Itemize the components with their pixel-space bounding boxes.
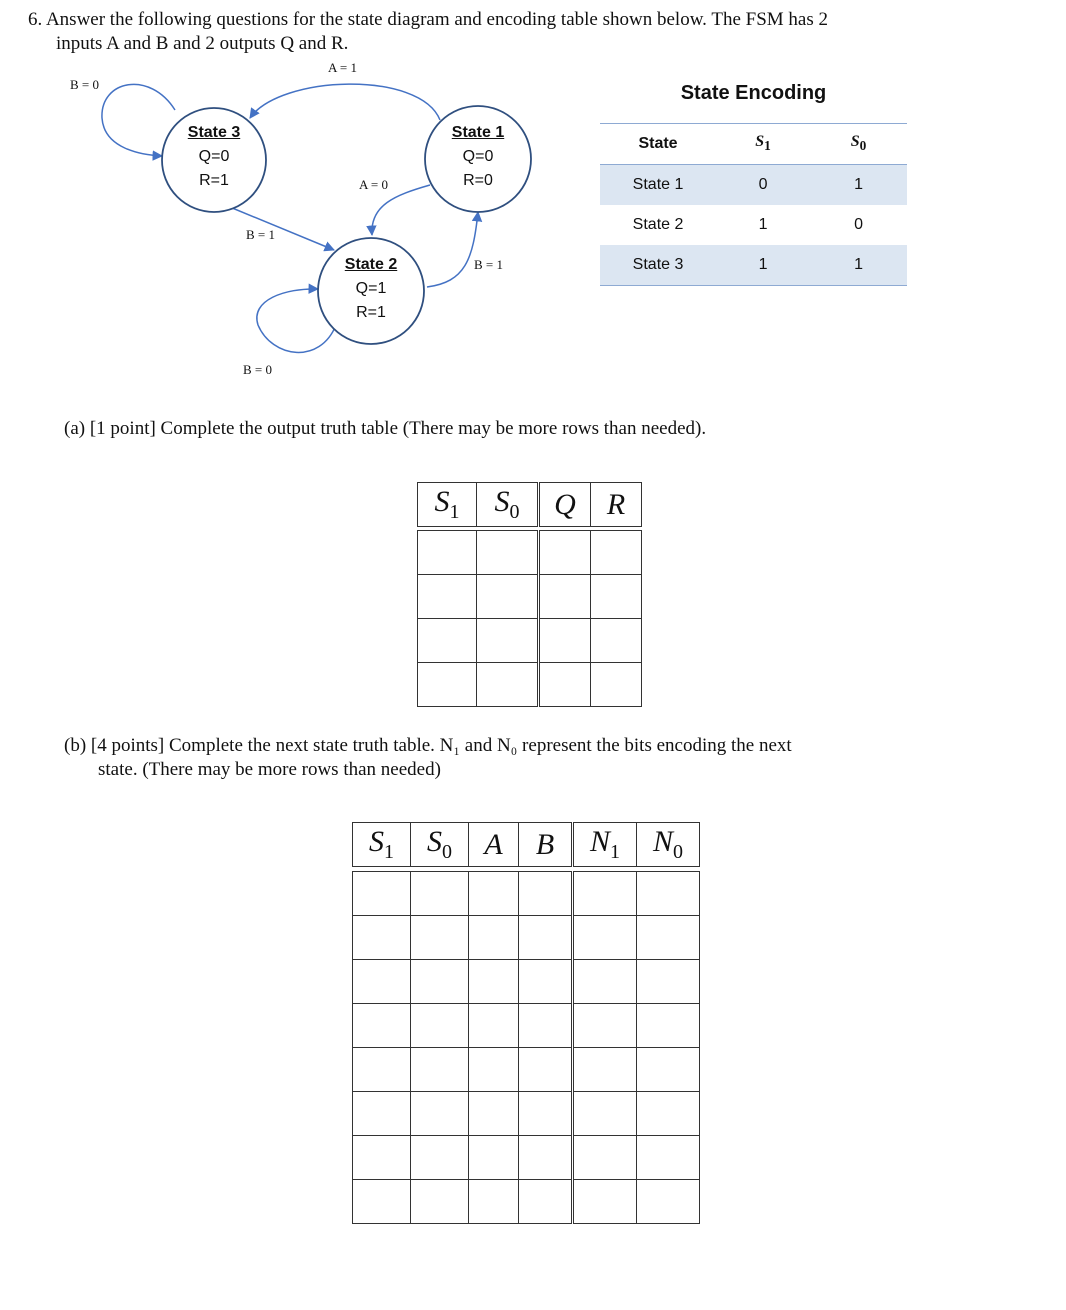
table-cell[interactable] (411, 916, 469, 960)
table-row (418, 663, 642, 707)
edge-label-b0-top: B = 0 (70, 77, 100, 92)
table-cell[interactable] (469, 1004, 519, 1048)
table-cell[interactable] (477, 531, 539, 575)
table-cell[interactable] (469, 1136, 519, 1180)
output-header-s1: $S_1$ (418, 483, 477, 527)
table-row (353, 1048, 700, 1092)
table-cell[interactable] (519, 916, 573, 960)
table-cell[interactable] (637, 872, 700, 916)
table-cell[interactable] (637, 1136, 700, 1180)
edge-label-a1: A = 1 (328, 60, 358, 75)
table-cell[interactable] (418, 619, 477, 663)
output-truth-table (417, 530, 642, 707)
encoding-cell-s0: 1 (810, 165, 907, 206)
table-cell[interactable] (411, 1004, 469, 1048)
state-diagram (0, 55, 560, 385)
state2-title: State 2 (344, 256, 398, 273)
edge-label-b0-bottom: B = 0 (243, 362, 273, 377)
table-cell[interactable] (573, 1136, 637, 1180)
state2-r: R=1 (356, 304, 386, 321)
edge-label-a0: A = 0 (359, 177, 389, 192)
table-cell[interactable] (519, 1136, 573, 1180)
table-cell[interactable] (539, 619, 591, 663)
output-header-q: Q (539, 483, 591, 527)
encoding-cell-s1: 1 (758, 216, 768, 233)
state1-label (425, 121, 531, 193)
table-cell[interactable] (469, 1092, 519, 1136)
table-cell[interactable] (519, 1180, 573, 1224)
output-header-r: R (591, 483, 642, 527)
next-header-a: A (469, 823, 519, 867)
next-header-n1: $N_1$ (573, 823, 637, 867)
table-cell[interactable] (573, 1004, 637, 1048)
encoding-table-title: State Encoding (680, 82, 827, 104)
table-row (418, 619, 642, 663)
table-cell[interactable] (353, 1092, 411, 1136)
table-cell[interactable] (469, 916, 519, 960)
part-b-line-1: (b) [4 points] Complete the next state truth table. N₁ and N₀ represent the bits encoding the next (64, 735, 792, 756)
table-cell[interactable] (411, 960, 469, 1004)
table-cell[interactable] (477, 575, 539, 619)
table-row (353, 1180, 700, 1224)
encoding-row (600, 165, 907, 206)
table-cell[interactable] (573, 916, 637, 960)
table-row (418, 575, 642, 619)
table-cell[interactable] (353, 1180, 411, 1224)
table-cell[interactable] (637, 1004, 700, 1048)
table-row (353, 1004, 700, 1048)
encoding-cell-state: State 2 (632, 216, 684, 233)
output-table-header (417, 482, 642, 527)
state3-q: Q=0 (198, 148, 230, 165)
table-cell[interactable] (353, 1136, 411, 1180)
edge-b1-state2-to-state1 (427, 212, 478, 287)
table-cell[interactable] (519, 1004, 573, 1048)
table-cell[interactable] (637, 1092, 700, 1136)
encoding-header-state: State (600, 124, 716, 165)
table-cell[interactable] (519, 960, 573, 1004)
state3-label (162, 121, 266, 193)
table-cell[interactable] (637, 916, 700, 960)
table-cell[interactable] (353, 872, 411, 916)
table-cell[interactable] (539, 575, 591, 619)
table-cell[interactable] (469, 1180, 519, 1224)
table-cell[interactable] (469, 1048, 519, 1092)
table-cell[interactable] (353, 1048, 411, 1092)
encoding-cell-s0: 0 (854, 216, 863, 233)
state3-title: State 3 (187, 124, 241, 141)
table-cell[interactable] (519, 1048, 573, 1092)
encoding-cell-state: State 3 (600, 245, 716, 286)
output-header-s0: $S_0$ (477, 483, 539, 527)
table-cell[interactable] (411, 1048, 469, 1092)
table-cell[interactable] (539, 663, 591, 707)
table-cell[interactable] (591, 663, 642, 707)
table-cell[interactable] (418, 575, 477, 619)
encoding-cell-state: State 1 (600, 165, 716, 206)
table-cell[interactable] (519, 872, 573, 916)
table-row (353, 960, 700, 1004)
encoding-header-s0: $S_0$ (810, 124, 907, 165)
table-cell[interactable] (418, 663, 477, 707)
question-line-1: 6. Answer the following questions for the state diagram and encoding table shown below. The FSM has 2 (28, 9, 828, 30)
state2-label (318, 253, 424, 325)
table-cell[interactable] (591, 619, 642, 663)
table-cell[interactable] (573, 1048, 637, 1092)
table-cell[interactable] (637, 960, 700, 1004)
table-cell[interactable] (591, 531, 642, 575)
encoding-row (600, 205, 907, 245)
table-cell[interactable] (519, 1092, 573, 1136)
table-row (353, 1092, 700, 1136)
table-cell[interactable] (477, 619, 539, 663)
table-cell[interactable] (411, 1092, 469, 1136)
encoding-row (600, 245, 907, 286)
table-cell[interactable] (591, 575, 642, 619)
encoding-header-s1: $S_1$ (716, 124, 810, 165)
next-header-s1: $S_1$ (353, 823, 411, 867)
encoding-table (600, 123, 907, 286)
table-cell[interactable] (637, 1048, 700, 1092)
table-cell[interactable] (411, 1180, 469, 1224)
table-cell[interactable] (353, 916, 411, 960)
state1-q: Q=0 (462, 148, 494, 165)
table-cell[interactable] (539, 531, 591, 575)
table-row (353, 872, 700, 916)
table-cell[interactable] (573, 1092, 637, 1136)
table-cell[interactable] (353, 960, 411, 1004)
table-cell[interactable] (469, 960, 519, 1004)
encoding-cell-s0: 1 (810, 245, 907, 286)
table-row (353, 916, 700, 960)
next-state-table-header (352, 822, 700, 867)
table-cell[interactable] (573, 1180, 637, 1224)
edge-a1-state1-to-state3 (250, 84, 440, 120)
table-cell[interactable] (477, 663, 539, 707)
encoding-cell-s1: 0 (716, 165, 810, 206)
next-header-n0: $N_0$ (637, 823, 700, 867)
edge-label-b1-left: B = 1 (246, 227, 276, 242)
encoding-cell-s1: 1 (716, 245, 810, 286)
table-row (418, 531, 642, 575)
table-cell[interactable] (411, 1136, 469, 1180)
part-b-line-2: state. (There may be more rows than needed) (98, 759, 441, 780)
edge-b1-state3-to-state2 (225, 205, 334, 250)
table-cell[interactable] (418, 531, 477, 575)
state3-r: R=1 (199, 172, 229, 189)
state1-r: R=0 (463, 172, 493, 189)
question-line-2: inputs A and B and 2 outputs Q and R. (56, 33, 349, 54)
edge-label-b1-right: B = 1 (474, 257, 504, 272)
table-cell[interactable] (411, 872, 469, 916)
next-header-b: B (519, 823, 573, 867)
table-row (353, 1136, 700, 1180)
table-cell[interactable] (353, 1004, 411, 1048)
table-cell[interactable] (469, 872, 519, 916)
table-cell[interactable] (573, 960, 637, 1004)
next-header-s0: $S_0$ (411, 823, 469, 867)
state2-q: Q=1 (355, 280, 387, 297)
table-cell[interactable] (573, 872, 637, 916)
part-a-text: (a) [1 point] Complete the output truth table (There may be more rows than needed). (64, 418, 707, 439)
state1-title: State 1 (451, 124, 505, 141)
next-state-truth-table (352, 871, 700, 1224)
table-cell[interactable] (637, 1180, 700, 1224)
